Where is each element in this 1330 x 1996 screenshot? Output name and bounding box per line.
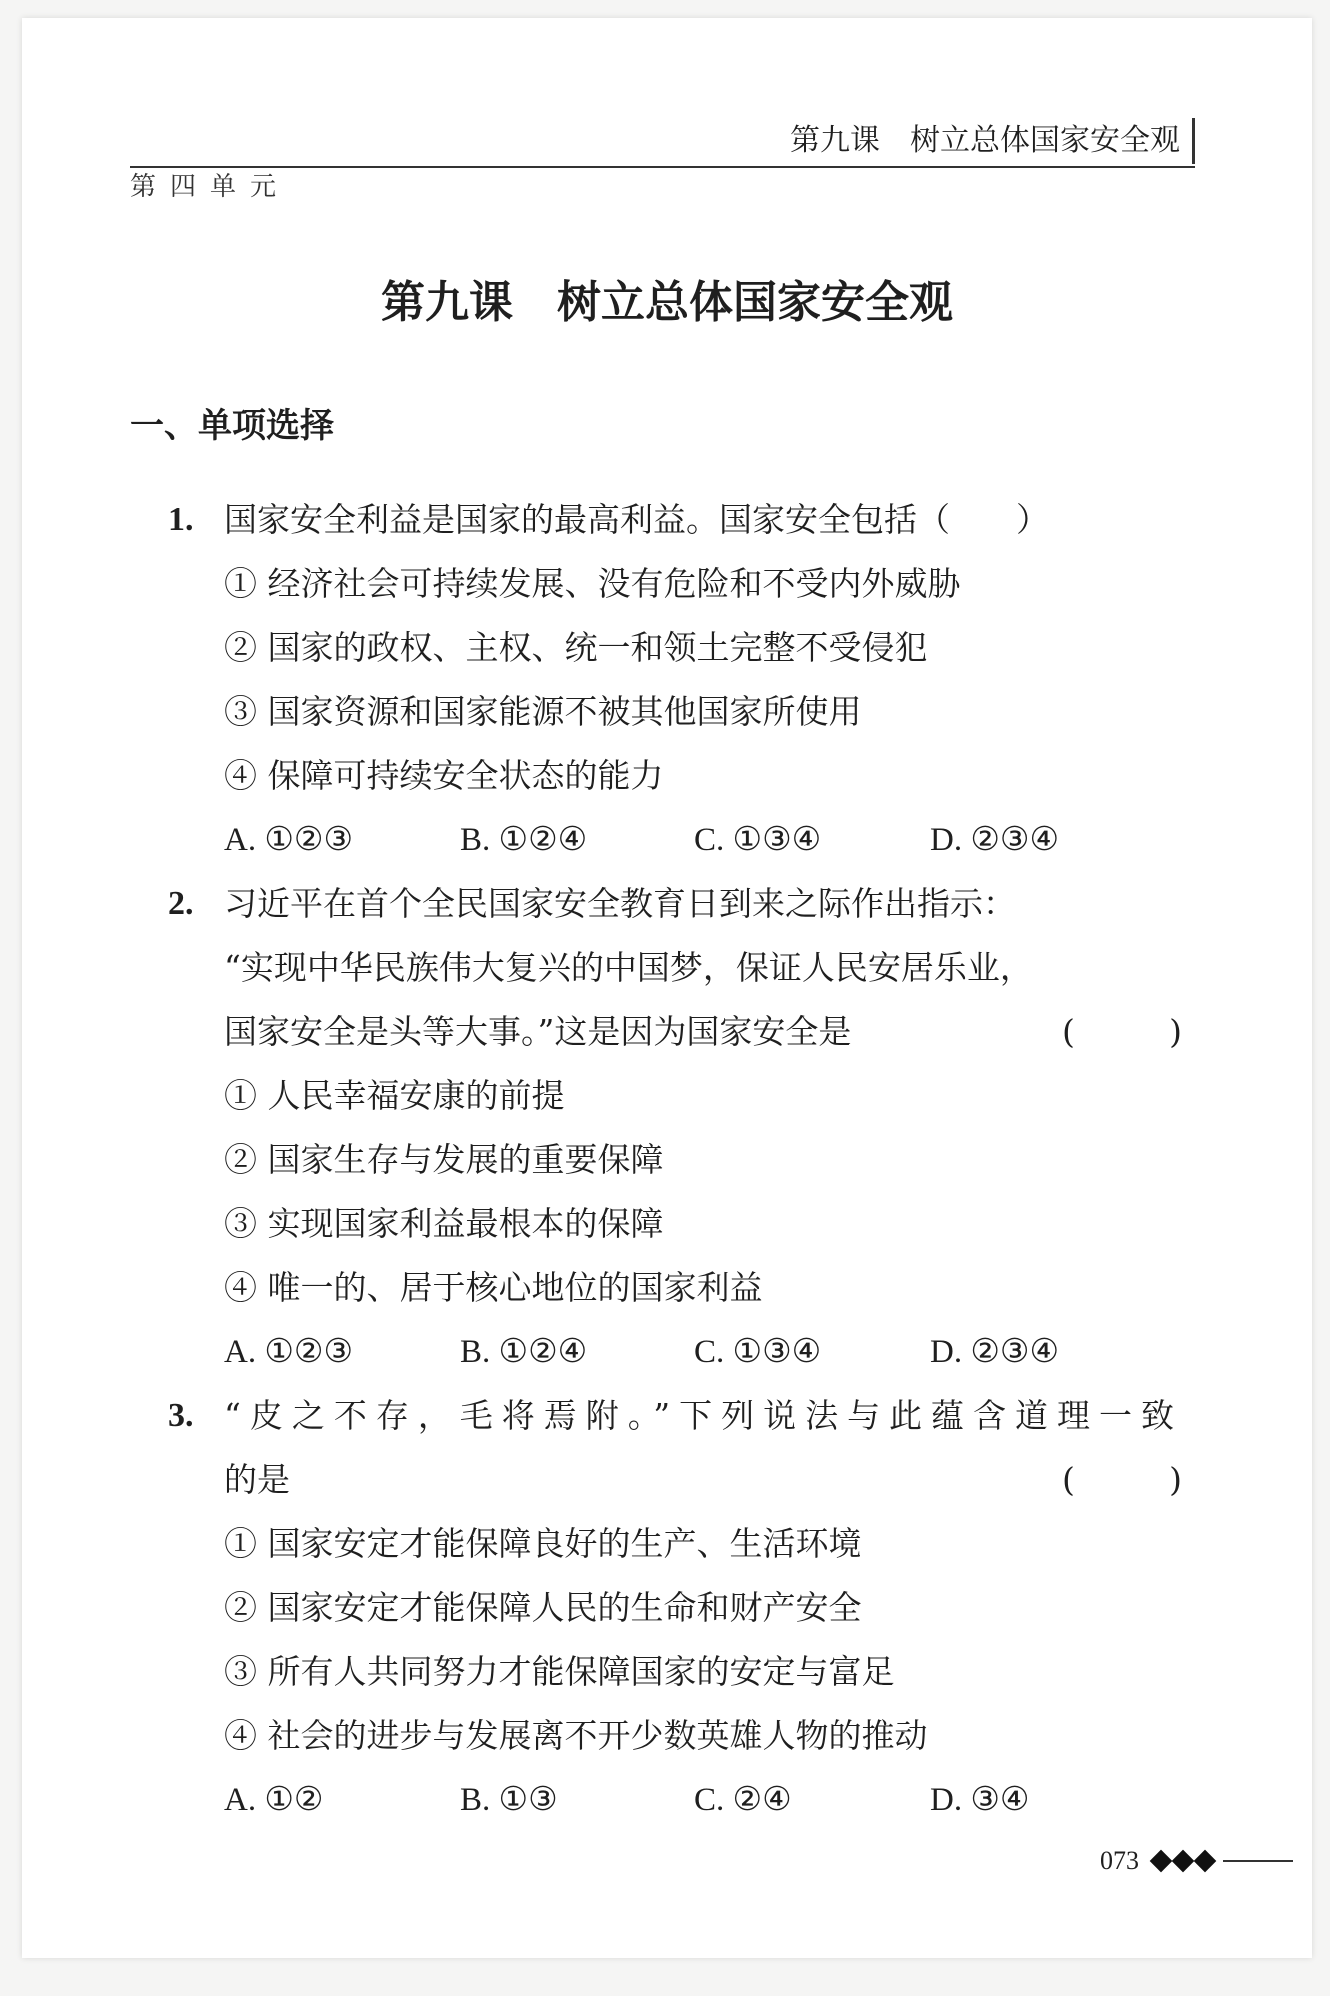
question-2-stem-line-3 [22, 1000, 1312, 1064]
answer-parentheses [1062, 1000, 1182, 1064]
page-footer [1100, 1846, 1293, 1876]
unit-label: 第四单元 [130, 172, 291, 202]
question-3-option-2 [22, 1576, 1312, 1640]
option-text: ④ 保障可持续安全状态的能力 [224, 756, 664, 795]
question-1-option-3 [22, 680, 1312, 744]
option-text: ① 经济社会可持续发展、没有危险和不受内外威胁 [224, 564, 961, 603]
question-text: 国家安全利益是国家的最高利益。国家安全包括（ ） [224, 500, 1049, 539]
paren-close: ) [1169, 1460, 1182, 1499]
question-2-option-1 [22, 1064, 1312, 1128]
diamond-icon [1172, 1850, 1195, 1873]
choice-a: A. ①②③ [224, 822, 354, 858]
footer-rule [1223, 1860, 1293, 1862]
document-page [22, 18, 1312, 1958]
running-title: 第九课 树立总体国家安全观 [790, 118, 1195, 164]
question-1-choices [22, 808, 1312, 872]
choice-c: C. ①③④ [694, 1334, 822, 1370]
question-2-option-3 [22, 1192, 1312, 1256]
choice-c: C. ②④ [694, 1782, 792, 1818]
question-text: 习近平在首个全民国家安全教育日到来之际作出指示： [224, 884, 1016, 923]
diamond-icon [1150, 1850, 1173, 1873]
question-text: “皮之不存，毛将焉附。”下列说法与此蕴含道理一致 [224, 1396, 1174, 1435]
question-3-option-3 [22, 1640, 1312, 1704]
question-1-option-2 [22, 616, 1312, 680]
paren-open: ( [1062, 1012, 1075, 1051]
option-text: ① 国家安定才能保障良好的生产、生活环境 [224, 1524, 862, 1563]
question-3-option-4 [22, 1704, 1312, 1768]
question-2-stem-line-1 [22, 872, 1312, 936]
question-number: 2. [168, 885, 194, 922]
question-number: 1. [168, 501, 194, 538]
option-text: ③ 实现国家利益最根本的保障 [224, 1204, 664, 1243]
diamond-icon [1194, 1850, 1217, 1873]
question-1-stem [22, 488, 1312, 552]
option-text: ② 国家生存与发展的重要保障 [224, 1140, 664, 1179]
question-1-option-1 [22, 552, 1312, 616]
paren-open: ( [1062, 1460, 1075, 1499]
option-text: ④ 社会的进步与发展离不开少数英雄人物的推动 [224, 1716, 928, 1755]
question-3-option-1 [22, 1512, 1312, 1576]
option-text: ③ 所有人共同努力才能保障国家的安定与富足 [224, 1652, 895, 1691]
question-3-choices [22, 1768, 1312, 1832]
paren-close: ) [1169, 1012, 1182, 1051]
choice-b: B. ①②④ [460, 1334, 588, 1370]
question-2-option-2 [22, 1128, 1312, 1192]
question-2-stem-line-2 [22, 936, 1312, 1000]
question-number: 3. [168, 1397, 194, 1434]
question-list [22, 488, 1312, 1832]
choice-d: D. ②③④ [930, 822, 1060, 858]
choice-b: B. ①③ [460, 1782, 558, 1818]
running-header [130, 118, 1195, 168]
question-3-stem-line-2 [22, 1448, 1312, 1512]
question-text: 国家安全是头等大事。”这是因为国家安全是 [224, 1012, 852, 1051]
lesson-title: 第九课 树立总体国家安全观 [381, 277, 953, 328]
option-text: ③ 国家资源和国家能源不被其他国家所使用 [224, 692, 862, 731]
question-1-option-4 [22, 744, 1312, 808]
choice-a: A. ①② [224, 1782, 324, 1818]
option-text: ② 国家安定才能保障人民的生命和财产安全 [224, 1588, 862, 1627]
question-2-option-4 [22, 1256, 1312, 1320]
question-text: “实现中华民族伟大复兴的中国梦，保证人民安居乐业， [224, 948, 1033, 987]
question-text: 的是 [224, 1460, 290, 1499]
answer-parentheses [1062, 1448, 1182, 1512]
choice-d: D. ②③④ [930, 1334, 1060, 1370]
option-text: ④ 唯一的、居于核心地位的国家利益 [224, 1268, 763, 1307]
choice-b: B. ①②④ [460, 822, 588, 858]
question-3-stem-line-1 [22, 1384, 1312, 1448]
option-text: ① 人民幸福安康的前提 [224, 1076, 565, 1115]
page-number: 073 [1100, 1846, 1139, 1875]
choice-a: A. ①②③ [224, 1334, 354, 1370]
choice-d: D. ③④ [930, 1782, 1030, 1818]
question-2-choices [22, 1320, 1312, 1384]
section-title: 一、单项选择 [130, 406, 334, 446]
option-text: ② 国家的政权、主权、统一和领土完整不受侵犯 [224, 628, 928, 667]
choice-c: C. ①③④ [694, 822, 822, 858]
